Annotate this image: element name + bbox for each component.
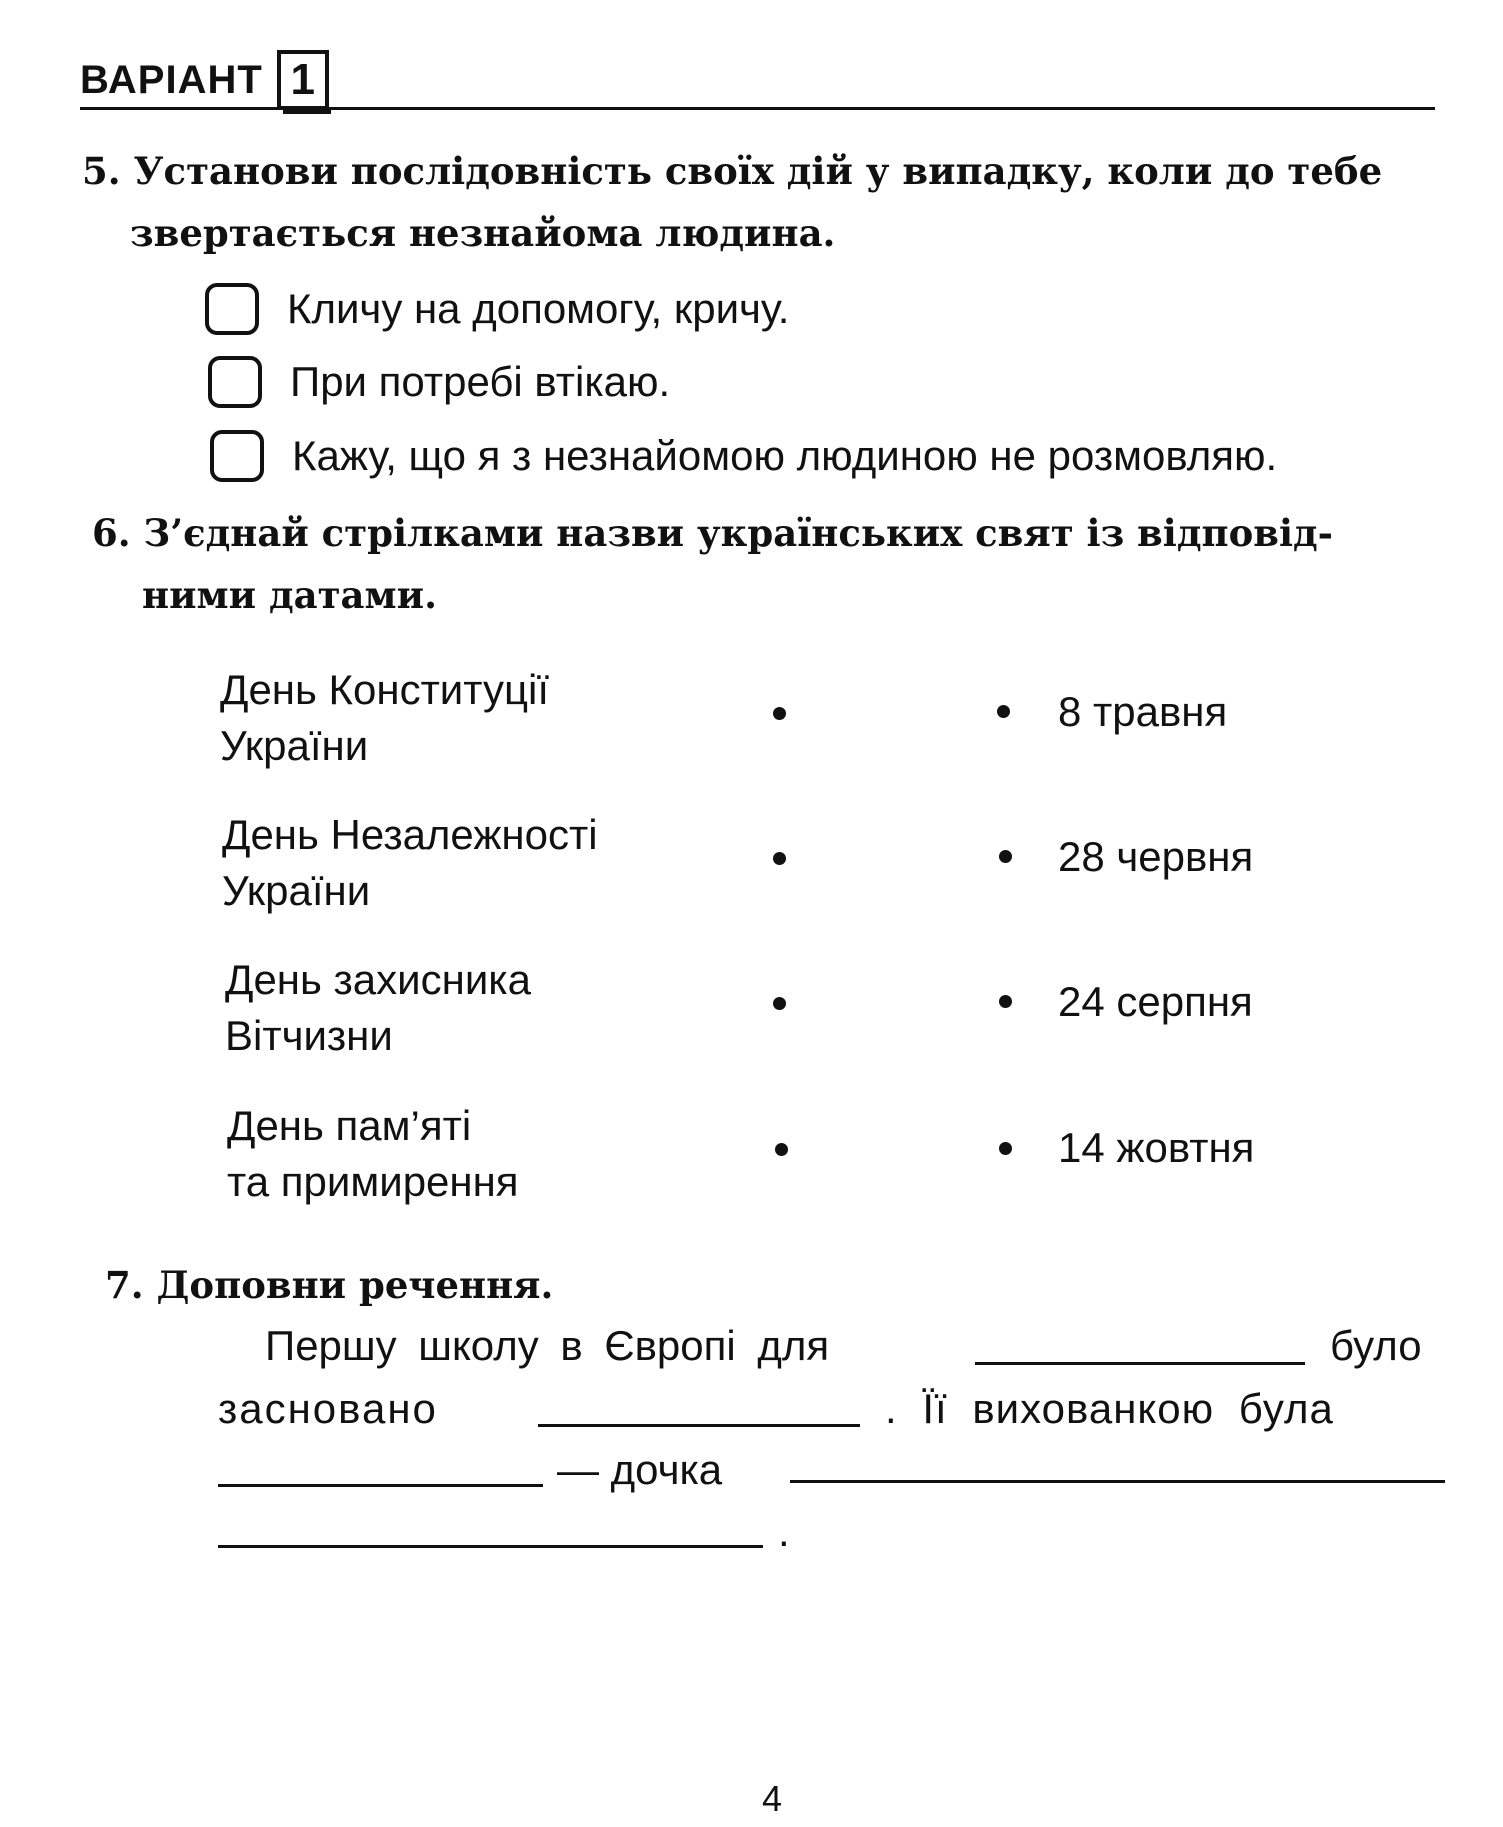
holiday-name [225,952,531,1064]
holiday-name-line1: День пам’яті [227,1102,472,1149]
task-6-prompt-line1: З’єднай стрілками назви українських свят із відповід- [143,511,1334,555]
task-5-number: 5. [82,149,121,193]
sentence-part-6: . [778,1508,790,1555]
date-label: 14 жовтня [1058,1124,1255,1171]
sentence-part-5: — дочка [557,1446,723,1493]
holiday-name [220,662,549,774]
task-7-heading [105,1254,553,1316]
holiday-name [227,1098,519,1210]
variant-header [80,50,329,110]
variant-number-box: 1 [277,50,329,110]
task-7-number: 7. [105,1263,144,1307]
task-6-prompt-line2: ними датами. [142,573,437,617]
checkbox[interactable] [210,430,264,482]
right-connector-dot[interactable] [999,995,1012,1008]
checkbox[interactable] [208,356,262,408]
answer-blank-5[interactable] [218,1545,763,1548]
date-label: 24 серпня [1058,978,1253,1025]
task-5-prompt-line2: звертається незнайома людина. [130,211,836,255]
date-label: 8 травня [1058,688,1228,735]
date-label: 28 червня [1058,833,1254,880]
right-connector-dot[interactable] [999,1142,1012,1155]
answer-blank-4[interactable] [790,1480,1445,1483]
option-label: Кажу, що я з незнайомою людиною не розмовляю. [292,432,1278,479]
holiday-name-line1: День Конституції [220,666,550,713]
variant-label: ВАРІАНТ [80,57,263,102]
answer-blank-3[interactable] [218,1484,543,1487]
task-5-prompt-line1: Установи послідовність своїх дій у випадку, коли до тебе [133,149,1383,193]
sentence-part-2: було [1330,1322,1422,1369]
task-6-number: 6. [92,511,131,555]
header-divider [80,107,1435,110]
left-connector-dot[interactable] [773,707,786,720]
option-label: При потребі втікаю. [290,358,671,405]
holiday-name-line1: День Незалежності [222,811,598,858]
answer-blank-1[interactable] [975,1362,1305,1365]
task-5-heading [82,140,1452,264]
left-connector-dot[interactable] [775,1143,788,1156]
holiday-name-line2: Вітчизни [225,1012,393,1059]
right-connector-dot[interactable] [997,705,1010,718]
task-6-heading [92,502,1452,626]
right-connector-dot[interactable] [999,850,1012,863]
checkbox[interactable] [205,283,259,335]
holiday-name-line2: України [222,867,371,914]
holiday-name-line2: України [220,722,369,769]
sentence-part-3: засновано [218,1385,438,1432]
holiday-name-line1: День захисника [225,956,531,1003]
left-connector-dot[interactable] [773,852,786,865]
holiday-name [222,807,598,919]
holiday-name-line2: та примирення [227,1158,519,1205]
page-number: 4 [762,1778,783,1819]
left-connector-dot[interactable] [773,997,786,1010]
task-7-prompt: Доповни речення. [156,1263,554,1307]
sentence-part-4: . Її вихованкою була [885,1385,1334,1432]
task-5-option-2 [208,356,670,408]
task-5-option-1 [205,283,789,335]
option-label: Кличу на допомогу, кричу. [287,285,790,332]
sentence-part-1: Першу школу в Європі для [265,1322,830,1369]
task-5-option-3 [210,430,1277,482]
answer-blank-2[interactable] [538,1424,860,1427]
